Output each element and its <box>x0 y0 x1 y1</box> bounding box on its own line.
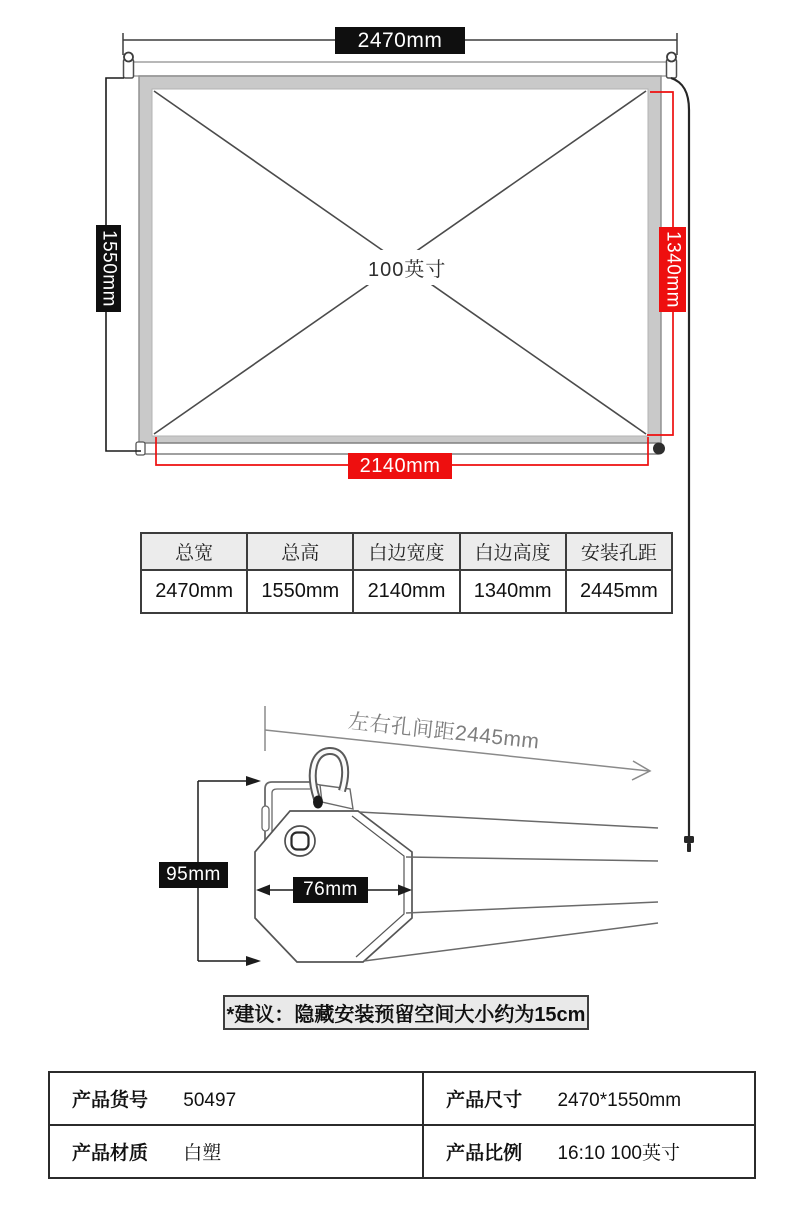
housing-side-view <box>198 706 658 966</box>
housing-width-label: 76mm <box>293 877 368 903</box>
pull-cord-plug <box>684 836 694 843</box>
spec-table-value-row <box>141 570 672 613</box>
product-material-label: 产品材质 <box>72 1143 149 1164</box>
product-item-no-value: 50497 <box>183 1090 237 1111</box>
ring-anchor-dot <box>313 796 323 809</box>
housing-height-arrow-bottom <box>246 956 261 966</box>
installation-note: *建议：隐藏安装预留空间大小约为15cm <box>223 995 589 1030</box>
product-info-table <box>48 1071 756 1179</box>
product-material-cell <box>49 1125 423 1178</box>
product-table-row <box>49 1072 755 1125</box>
total-width-label: 2470mm <box>335 27 465 54</box>
spec-table-header-row <box>141 533 672 570</box>
spec-header-edge-width: 白边宽度 <box>353 533 459 570</box>
spec-value-total-width: 2470mm <box>141 570 247 613</box>
spec-value-edge-height: 1340mm <box>460 570 566 613</box>
product-material-value: 白塑 <box>183 1143 222 1164</box>
roller-shaft-hole <box>285 826 315 856</box>
ring-strap-plate <box>320 785 353 809</box>
screen-size-label: 100英寸 <box>359 250 455 285</box>
mounting-bracket-slot <box>262 806 269 831</box>
tube-line-bottom <box>364 923 658 961</box>
product-ratio-label: 产品比例 <box>446 1143 523 1164</box>
hook-right-ring <box>667 53 676 62</box>
spec-header-hole-distance: 安装孔距 <box>566 533 672 570</box>
housing-height-label: 95mm <box>159 862 228 888</box>
top-casing-bar <box>132 62 668 76</box>
spec-header-edge-height: 白边高度 <box>460 533 566 570</box>
product-size-label: 产品尺寸 <box>446 1090 523 1111</box>
tube-line-upper <box>406 857 658 861</box>
rod-right-cap <box>653 443 665 455</box>
spec-value-edge-width: 2140mm <box>353 570 459 613</box>
pull-cord-plug-tip <box>687 843 691 852</box>
product-ratio-cell <box>423 1125 755 1178</box>
rod-left-cap <box>136 442 145 455</box>
product-table-row <box>49 1125 755 1178</box>
product-size-cell <box>423 1072 755 1125</box>
white-edge-width-label: 2140mm <box>348 453 452 479</box>
hook-left-ring <box>124 53 133 62</box>
spec-header-total-height: 总高 <box>247 533 353 570</box>
spec-value-total-height: 1550mm <box>247 570 353 613</box>
product-ratio-value: 16:10 100英寸 <box>557 1143 680 1164</box>
white-edge-height-label: 1340mm <box>659 227 686 312</box>
spec-header-total-width: 总宽 <box>141 533 247 570</box>
spec-table <box>140 532 673 614</box>
product-item-no-label: 产品货号 <box>72 1090 149 1111</box>
spec-value-hole-distance: 2445mm <box>566 570 672 613</box>
tube-line-top <box>359 812 658 828</box>
hole-spacing-label: 左右孔间距2445mm <box>346 709 541 754</box>
tube-line-lower <box>406 902 658 913</box>
product-size-value: 2470*1550mm <box>557 1090 682 1111</box>
housing-height-arrow-top <box>246 776 261 786</box>
product-item-no-cell <box>49 1072 423 1125</box>
total-height-label: 1550mm <box>96 225 121 312</box>
